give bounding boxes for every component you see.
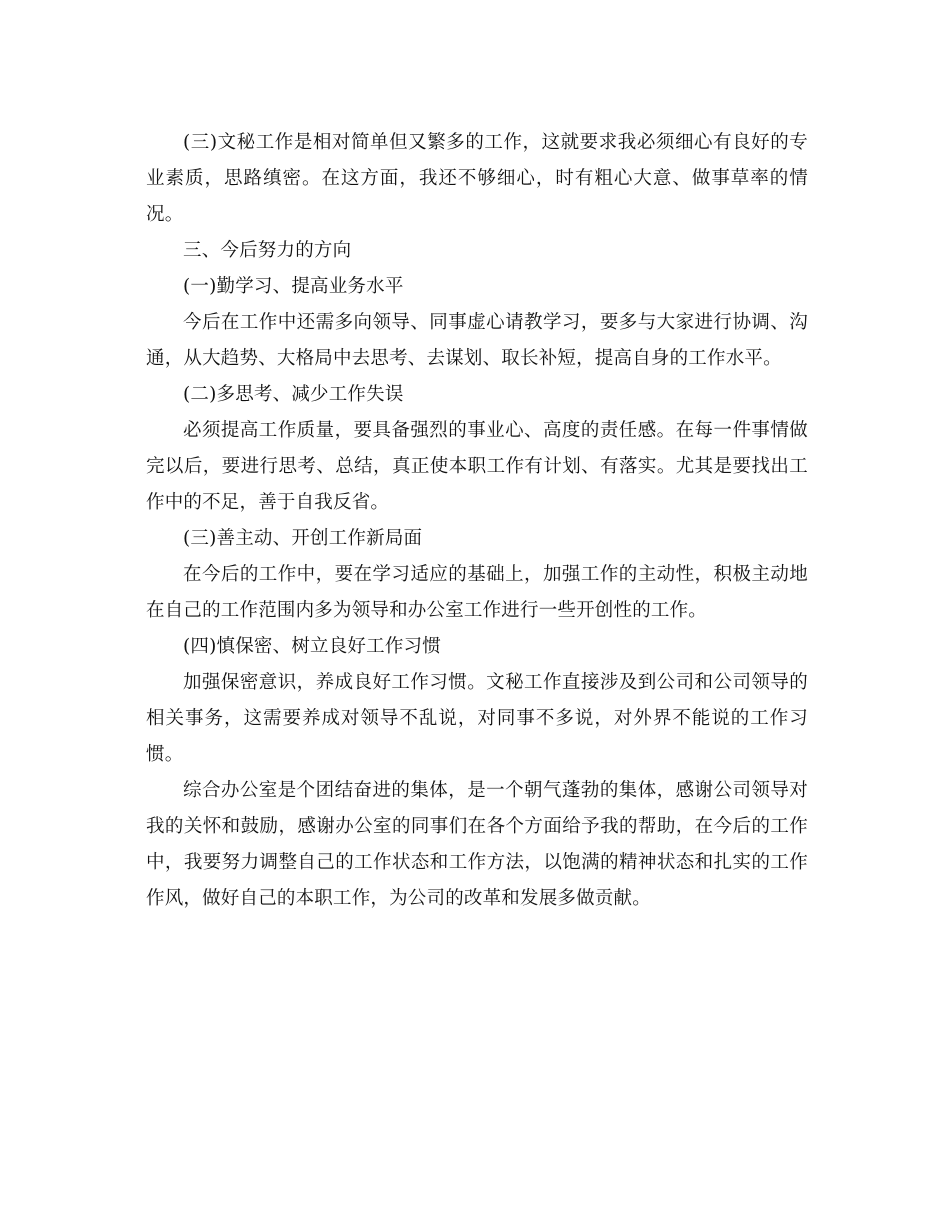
section-heading-future-direction: 三、今后努力的方向 bbox=[183, 240, 352, 261]
subheading-study: (一)勤学习、提高业务水平 bbox=[183, 276, 404, 297]
paragraph-quality-issue: (三)文秘工作是相对简单但又繁多的工作，这就要求我必须细心有良好的专业素质，思路缜密。在这方面，我还不够细心，时有粗心大意、做事草率的情况。 bbox=[146, 132, 808, 225]
document-body bbox=[146, 125, 808, 917]
subheading-initiative: (三)善主动、开创工作新局面 bbox=[183, 528, 423, 549]
paragraph-reflection: 必须提高工作质量，要具备强烈的事业心、高度的责任感。在每一件事情做完以后，要进行思考、总结，真正使本职工作有计划、有落实。尤其是要找出工作中的不足，善于自我反省。 bbox=[146, 420, 808, 513]
paragraph-conclusion: 综合办公室是个团结奋进的集体，是一个朝气蓬勃的集体，感谢公司领导对我的关怀和鼓励，感谢办公室的同事们在各个方面给予我的帮助，在今后的工作中，我要努力调整自己的工作状态和工作方法，以饱满的精神状态和扎实的工作作风，做好自己的本职工作，为公司的改革和发展多做贡献。 bbox=[146, 780, 808, 909]
subheading-reflection: (二)多思考、减少工作失误 bbox=[183, 384, 404, 405]
paragraph-study: 今后在工作中还需多向领导、同事虚心请教学习，要多与大家进行协调、沟通，从大趋势、大格局中去思考、去谋划、取长补短，提高自身的工作水平。 bbox=[146, 312, 808, 369]
paragraph-confidentiality: 加强保密意识，养成良好工作习惯。文秘工作直接涉及到公司和公司领导的相关事务，这需要养成对领导不乱说，对同事不多说，对外界不能说的工作习惯。 bbox=[146, 672, 808, 765]
paragraph-initiative: 在今后的工作中，要在学习适应的基础上，加强工作的主动性，积极主动地在自己的工作范围内多为领导和办公室工作进行一些开创性的工作。 bbox=[146, 564, 808, 621]
subheading-confidentiality: (四)慎保密、树立良好工作习惯 bbox=[183, 636, 441, 657]
